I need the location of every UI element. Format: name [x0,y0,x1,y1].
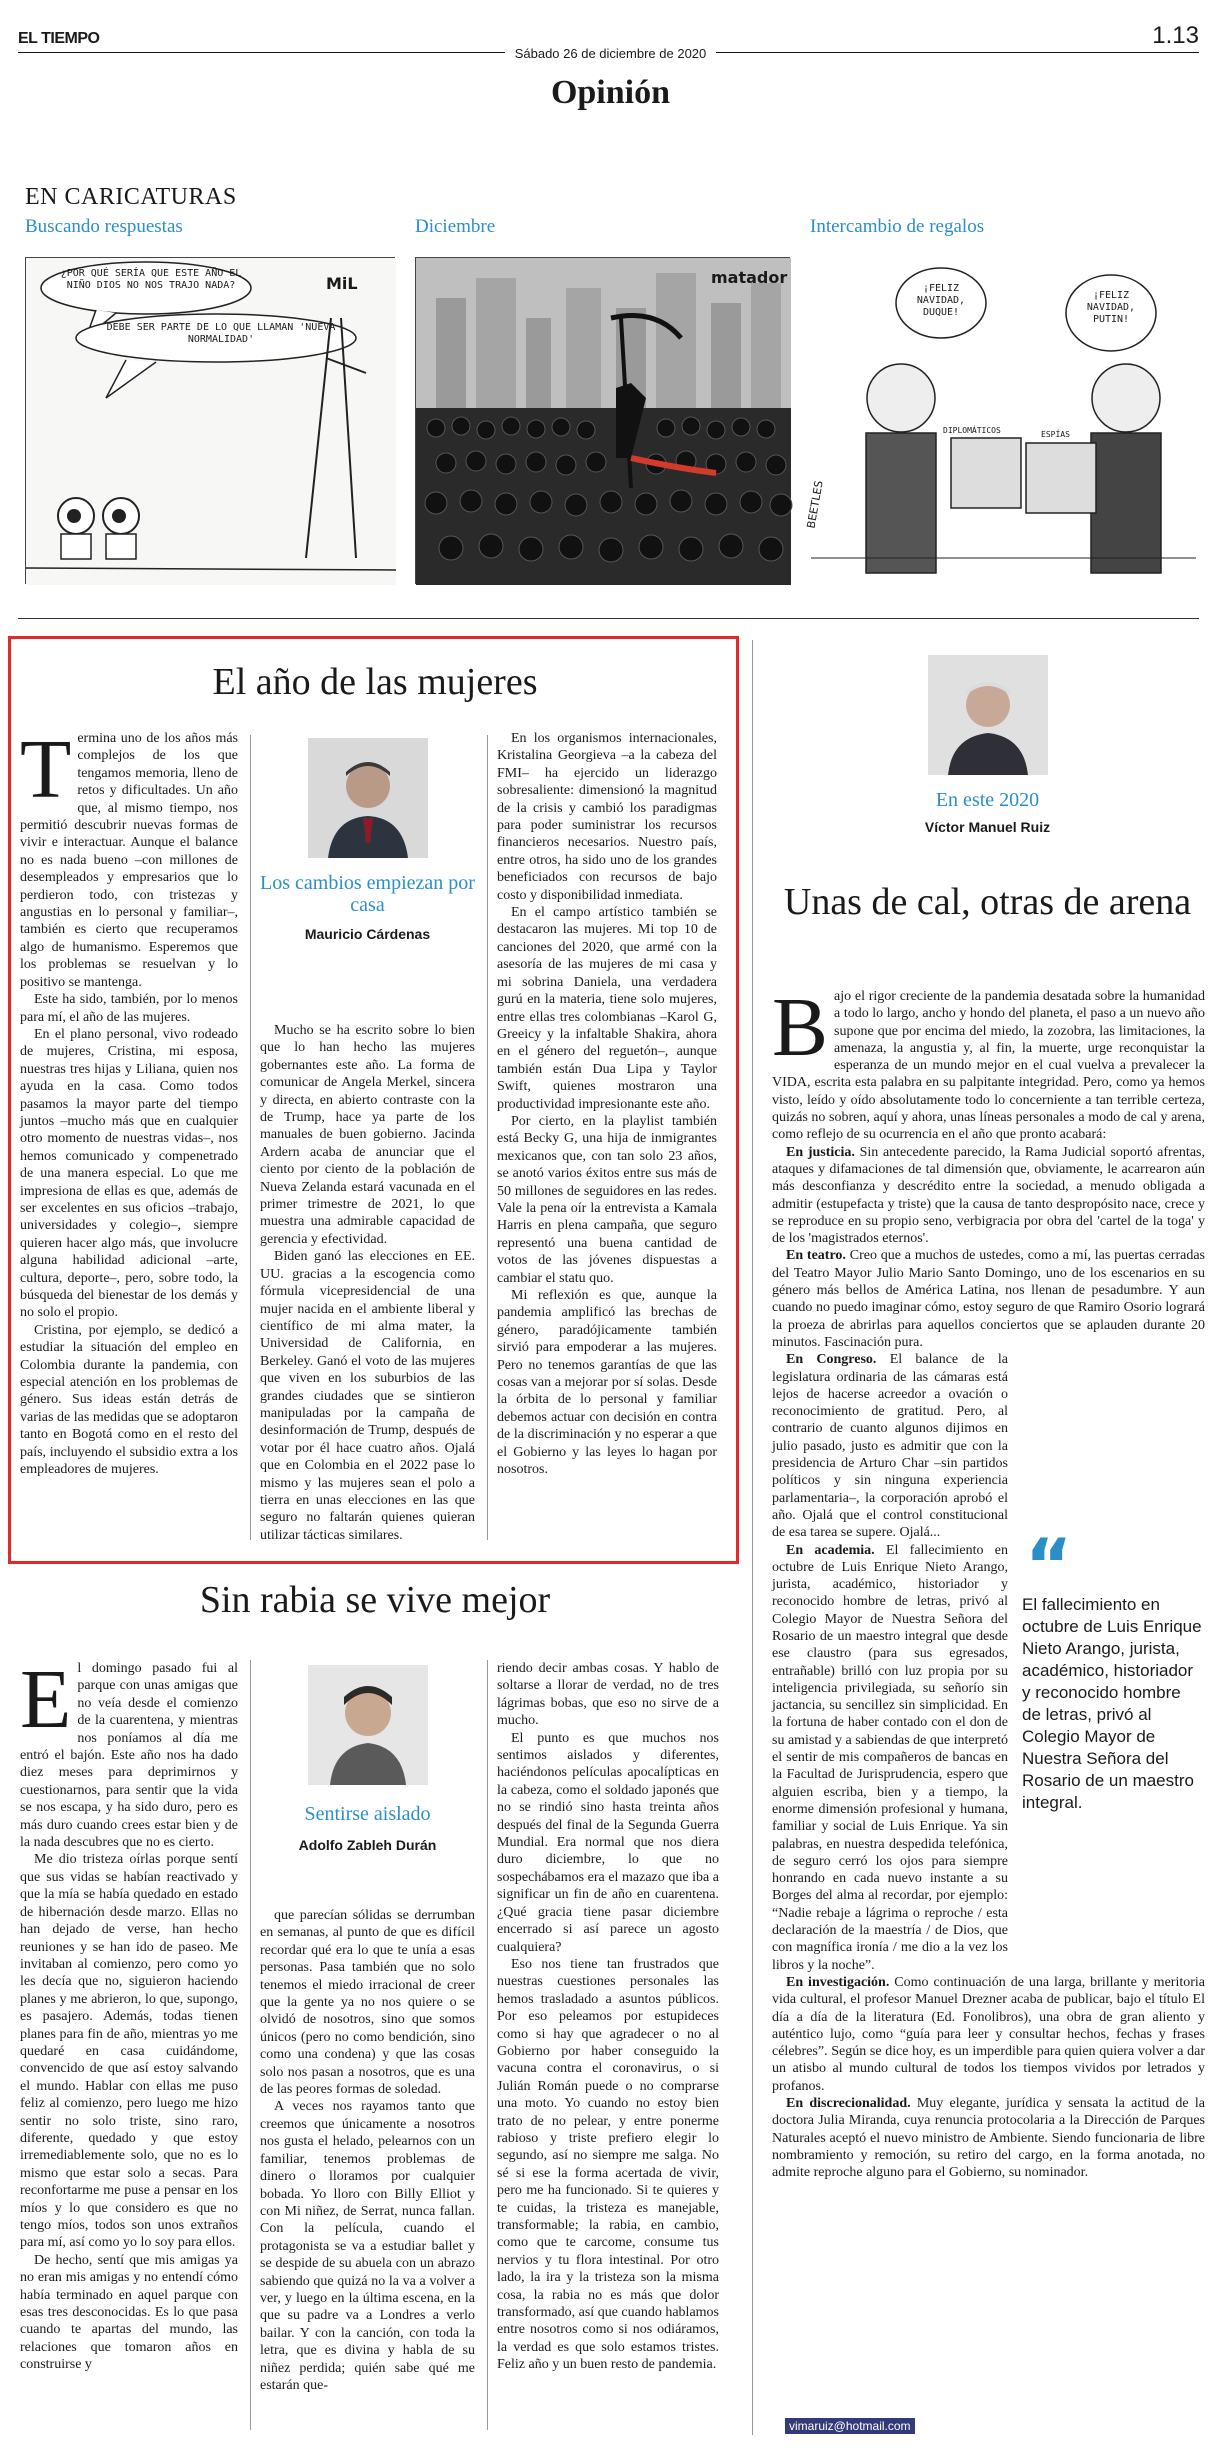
right-column-rule [752,640,753,2435]
article-1-rule-1 [250,735,251,1540]
article-3-body-top: Bajo el rigor creciente de la pandemia desatada sobre la humanidad a todo lo largo, ancho y hondo del planeta, el paso a un nuevo año supone que por encima del miedo, la zozobra, las limitaciones, la amenaza, la angustia y, al fin, la muerte, urge reconquistar la esperanza de un mundo mejor en el cual vuelva a prevalecer la VIDA, escrita esta palabra en su palpitante integridad. Pero, como ya hemos visto, leído y oído absolutamente todo lo concerniente a tan terrible certeza, quizás no sobren, aquí y ahora, unas líneas personales a modo de cal y arena, como reflejo de su ocurrencia en el año que pronto acabará: En justicia. Sin antecedente parecido, la Rama Judicial soportó afrentas, ataques y difamaciones de tal dimensión que, obviamente, le acarrearon aún más desconfianza y descrédito entre la sociedad, a menudo obligada a admitir (estupefacta y triste) que la causa de tanto despropósito nace, crece y se reproduce en su propio seno, verbigracia por obra del 'cartel de la toga' y de los 'magistrados eternos'. En teatro. Creo que a muchos de ustedes, como a mí, las puertas cerradas del Teatro Mayor Julio Mario Santo Domingo, uno de los escenarios en su género más bellos de América Latina, nos llenan de pesadumbre. Y aun cuando no puedo imaginar cómo, estoy seguro de que Ramiro Osorio logrará la proeza de abrirlas para aquellos conciertos que se aplauden durante 20 minutos. Fascinación pura. En Congreso. El balance de la legislatura ordinaria de las cámaras está lejos de hacerse acreedor a ovación o reconocimiento de gratitud. Pero, al contrario de cuanto algunos dijimos en julio pasado, justo es admitir que con la presidencia de Arturo Char –sin partidos políticos y sin ninguna experiencia parlamentaria–, la corporación aprobó el año. Ojalá que el control constitucional de esa tarea se supere. Ojalá... En academia. El fallecimiento en octubre de Luis Enrique Nieto Arango, jurista, académico, historiador y reconocido hombre de letras, privó al Colegio Mayor de Nuestra Señora del Rosario de un maestro integral que desde ese claustro (para sus egresados, entrañable) brilló con luz propia por su inteligencia privilegiada, su señorío sin jactancia, su sencillez sin simplicidad. En la fortuna de haber contado con el don de su amistad y a sabiendas de que interpretó el sentir de mis compañeros de bancas en la Facultad de Jurisprudencia, espero que alguien escriba, bien y a tiempo, la enorme dimensión profesional y humana, familiar y social de Luis Enrique. Ya sin palabras, en nuestra despedida telefónica, de seguro cerró los ojos para siempre honrando en cada nuevo instante a su Borges del alma al recordar, por ejemplo: “Nadie rebaje a lágrima o reproche / esta declaración de la maestría / de Dios, que con magnífica ironía / me dio a la vez los libros y la noche”. En investigación. Como continuación de una larga, brillante y meritoria vida cultural, el profesor Manuel Drezner acaba de publicar, bajo el título El día a día de la literatura (Ed. Fonolibros), una obra de gran aliento y auténtico lujo, como “guía para leer y consultar hechos, fechas y frases célebres”. Según se dice hoy, es un imperdible para quien quiera volver a dar un atisbo al mundo cultural de todos los tiempos vividos por letrados y profanos. En discrecionalidad. Muy elegante, jurídica y sensata la actitud de la doctora Julia Miranda, cuya renuncia protocolaria a la Dirección de Parques Naturales aceptó el nuevo ministro de Ambiente. Siendo funcionaria de libre nombramiento y remoción, su retiro del cargo, en la forma anotada, no admite reproche alguno para el Gobierno, su nominador. [772,981,1205,2181]
cartoon-1-bubble-1: ¿POR QUÉ SERÍA QUE ESTE AÑO EL NIÑO DIOS NO NOS TRAJO NADA? [60,268,242,291]
cartoon-2-signature: matador [711,268,788,287]
quote-icon: “ [1025,1523,1073,1607]
masthead: EL TIEMPO [18,30,100,47]
article-1-dropcap: T [20,723,72,816]
article-3-dropcap: B [772,981,829,1074]
article-3-title: Unas de cal, otras de arena [783,881,1192,923]
cartoon-3-bubble-1: ¡FELIZ NAVIDAD, DUQUE! [916,283,966,318]
article-1-col-3: En los organismos internacionales, Kristalina Georgieva –a la cabeza del FMI– ha ejercido un liderazgo sobresaliente: dimensionó la magnitud de la crisis y cambió los paradigmas para poder suministrar los recursos financieros necesarios. Nuestro país, entre otros, ha sido uno de los grandes beneficiados con recursos de bajo costo y disponibilidad inmediata. En el campo artístico también se destacaron las mujeres. Mi top 10 de canciones del 2020, que armé con la asesoría de las mujeres de mi casa y mi sobrina Daniela, una verdadera gurú en la materia, tiene solo mujeres, entre ellas tres colombianas –Karol G, Greeicy y la infaltable Shakira, ahora en el género del reguetón–, aunque también están Dua Lipa y Taylor Swift, quienes mostraron una productividad impresionante este año. Por cierto, en la playlist también está Becky G, una hija de inmigrantes mexicanos que, con tan solo 23 años, se anotó varios éxitos entre sus más de 50 millones de seguidores en las redes. Vale la pena oír la entrevista a Kamala Harris en plena campaña, que seguro representó una buena cantidad de votos de las jóvenes dispuestas a cambiar el statu quo. Mi reflexión es que, aunque la pandemia amplificó las brechas de género, paradójicamente también sirvió para empoderar a las mujeres. Pero no tenemos garantías de que las cosas van a mejorar por sí solas. Desde la órbita de lo personal y familiar debemos actuar con decisión en contra de la discriminación y no esperar a que el Gobierno y las leyes lo hagan por nosotros. [497,731,717,1478]
article-1-column-title: Los cambios empiezan por casa [260,872,475,916]
article-1-title: El año de las mujeres [212,661,538,703]
article-1-col-2: Mucho se ha escrito sobre lo bien que lo han hecho las mujeres gobernantes este año. La forma de comunicar de Angela Merkel, sincera y directa, en abierto contraste con la de Trump, hace ya parte de los manuales de buen gobierno. Jacinda Ardern acaba de anunciar que el ciento por ciento de la población de Nueva Zelanda estará vacunada en el primer trimestre de 2021, lo que muestra una admirable capacidad de gerencia y efectividad. Biden ganó las elecciones en EE. UU. gracias a la escogencia como fórmula vicepresidencial de una mujer nacida en el ambiente liberal y científico de mi alma mater, la Universidad de California, en Berkeley. Ganó el voto de las mujeres que viven en los suburbios de las grandes ciudades que se sintieron manipuladas por la campaña de desinformación de Trump, después de votar por él hace cuatro años. Ojalá que en Colombia en el 2022 pase lo mismo y las mujeres sean el polo a tierra en unas elecciones en las que seguro no faltarán quienes quieran utilizar tácticas similares. [260,1023,475,1543]
article-1-author: Mauricio Cárdenas [304,926,431,942]
cartoon-caption-3: Intercambio de regalos [810,216,985,237]
article-2-col-2: que parecían sólidas se derrumban en semanas, al punto de que es difícil recordar qué era lo que te unía a esas personas. Pasa también que no solo tenemos el miedo irracional de creer que la gente ya no nos quiere o se olvidó de nosotros, sino que somos únicos (pero no como bendición, sino como una condena) y que las cosas solo nos pasan a nosotros, que es una de las peores formas de soledad. A veces nos rayamos tanto que creemos que únicamente a nosotros nos gusta el helado, pelearnos con un familiar, tenemos problemas de dinero o lloramos por cualquier bobada. Yo lloro con Billy Elliot y con Mi niñez, de Serrat, nunca fallan. Con la película, cuando el protagonista se va a estudiar ballet y se despide de su abuela con un abrazo sabiendo que quizá no la va a volver a ver, y luego en la última escena, en la que su padre va a Londres a verlo bailar. Y con la canción, con toda la letra, que es divina y habla de su niñez perdida; quién sabe qué me estarán que- [260,1908,475,2393]
article-2-rule-2 [487,1660,488,2430]
author-photo-zableh [308,1665,428,1785]
article-2-col-3: riendo decir ambas cosas. Y hablo de soltarse a llorar de verdad, no de tres lágrimas bobas, que eso no sirve de a mucho. El punto es que muchos nos sentimos aislados y diferentes, haciéndonos películas apocalípticas en la cabeza, como el soldado japonés que no se rindió sino hasta treinta años después del final de la Segunda Guerra Mundial. Era normal que nos diera duro diciembre, lo que no sospechábamos era el mazazo que iba a significar un fin de año en cuarentena. ¿Qué gracia tiene pasar diciembre encerrado si así parece un agosto cualquiera? Eso nos tiene tan frustrados que nuestras cuestiones personales las hemos trasladado a asuntos públicos. Por eso peleamos por estupideces como si hay que agradecer o no al Gobierno por haber conseguido la vacuna contra el coronavirus, o si Julián Román puede o no comprarse una moto. Yo cuando no estoy bien trato de no pelear, y entre ponerme rabioso y triste prefiero elegir lo segundo, así no siempre me salga. No sé si ese la forma acertada de vivir, pero me ha funcionado. Si te quieres y te cuidas, la tristeza es manejable, transformable; la rabia, en cambio, como que te carcome, consume tus nervios y tu flora intestinal. Por otro lado, la ira y la tristeza son la misma cosa, la rabia no es más que dolor transformado, así que cuando hablamos entre nosotros como si nos odiáramos, la verdad es que solo estamos tristes. Feliz año y un buen resto de pandemia. [497,1661,719,2373]
article-1-col-1: Termina uno de los años más complejos de los que tengamos memoria, lleno de retos y dificultades. Un año que, al mismo tiempo, nos permitió descubrir nuevas formas de vivir e interactuar. Aunque el balance no es nada bueno –con millones de desempleados y empresarios que lo perdieron todo, con tristezas y angustias en lo personal y familiar–, también es cierto que recuperamos algo de humanismo. Esperemos que los problemas se resuelvan y lo positivo se mantenga. Este ha sido, también, por lo menos para mí, el año de las mujeres. En el plano personal, vivo rodeado de mujeres, Cristina, mi esposa, nuestras tres hijas y Liliana, quien nos ayuda en la casa. Como todos pasamos la mayor parte del tiempo juntos –mucho más que en cualquier otro momento de nuestras vidas–, nos hemos comunicado y compenetrado de una manera especial. Lo que me impresiona de ellas es que, además de ser excelentes en sus oficios –trabajo, universidades y colegio–, siempre quieren hacer algo más, que involucre alguna habilidad adicional –arte, cultura, deporte–, pero, sobre todo, la búsqueda del bienestar de los demás y no solo el propio. Cristina, por ejemplo, se dedicó a estudiar la situación del empleo en Colombia durante la pandemia, con especial atención en los problemas de género. Sus ideas están detrás de varias de las medidas que se adoptaron tanto en Bogotá como en el resto del país, incluyendo el subsidio extra a los empleadores de mujeres. [20,723,238,1478]
dateline: Sábado 26 de diciembre de 2020 [0,46,1221,61]
cartoon-1-bubble-2: DEBE SER PARTE DE LO QUE LLAMAN 'NUEVA NORMALIDAD' [106,322,336,345]
cartoon-caption-2: Diciembre [415,216,496,237]
article-1-byline [260,738,475,942]
article-2-column-title: Sentirse aislado [304,1803,431,1825]
cartoon-3-signature: BEETLES [804,479,826,530]
article-2-rule-1 [250,1660,251,2430]
cartoon-1-signature: MiL [326,274,358,293]
author-photo-cardenas [308,738,428,858]
section-title: Opinión [550,74,671,111]
article-3-byline [770,655,1205,835]
cartoon-2 [415,257,790,584]
cartoon-3-box-label-2: ESPÍAS [1041,430,1070,439]
article-2-col-1: El domingo pasado fui al parque con unas amigas que no veía desde el comienzo de la cuarentena, y mientras nos poníamos al día me entró el bajón. Este año nos ha dado diez meses para deprimirnos y cuestionarnos, para sentir que la vida se nos escapa, y ha sido duro, pero es más duro cuando crees estar bien y de la nada descubres que no es cierto. Me dio tristeza oírlas porque sentí que sus vidas se habían reactivado y que la mía se había quedado en estado de hibernación desde marzo. Ellas no han dejado de verse, han hecho reuniones y se han ido de paseo. Me invitaban al comienzo, pero como yo les decía que no, siguieron haciendo planes y me abrieron, lo que, supongo, es pasajero. Además, todas tienen planes para fin de año, mientras yo me quedaré en casa cuidándome, convencido de que así estoy salvando el mundo. Hablar con ellas me puso feliz al comienzo, pero luego me hizo sentir no solo triste, sino raro, diferente, quedado y que estoy irremediablemente solo, que no es lo mismo que estar solo a secas. Para reconfortarme me puse a pensar en los míos y lo que considero es que no tengo míos, todos son unos extraños para mí, así como yo lo soy para ellos. De hecho, sentí que mis amigas ya no eran mis amigas y no entendí cómo había terminado en aquel parque con esas tres desconocidas. Es lo que pasa cuando te apartas del mundo, las relaciones que tomaron años en construirse y [20,1653,238,2373]
page-number: 1.13 [1152,22,1199,49]
article-2-byline [260,1665,475,1853]
article-1-rule-2 [487,735,488,1540]
author-email-link[interactable]: vimaruiz@hotmail.com [785,2418,915,2434]
cartoon-1 [25,257,395,584]
cartoon-caption-1: Buscando respuestas [25,216,183,237]
article-2-author: Adolfo Zableh Durán [298,1837,437,1853]
article-2-dropcap: E [20,1653,72,1746]
cartoons-bottom-rule [18,618,1199,619]
cartoons-heading: EN CARICATURAS [25,184,237,210]
author-photo-ruiz [928,655,1048,775]
article-3-author: Víctor Manuel Ruiz [924,819,1051,835]
article-2-title: Sin rabia se vive mejor [199,1579,551,1621]
cartoon-3 [804,257,1195,584]
cartoon-3-bubble-2: ¡FELIZ NAVIDAD, PUTIN! [1086,290,1136,325]
article-3-column-title: En este 2020 [935,789,1040,811]
pull-quote: El fallecimiento en octubre de Luis Enrique Nieto Arango, jurista, académico, historiador y reconocido hombre de letras, privó al Colegio Mayor de Nuestra Señora del Rosario de un maestro integral. [1022,1595,1202,1812]
cartoon-3-box-label-1: DIPLOMÁTICOS [943,426,1001,435]
